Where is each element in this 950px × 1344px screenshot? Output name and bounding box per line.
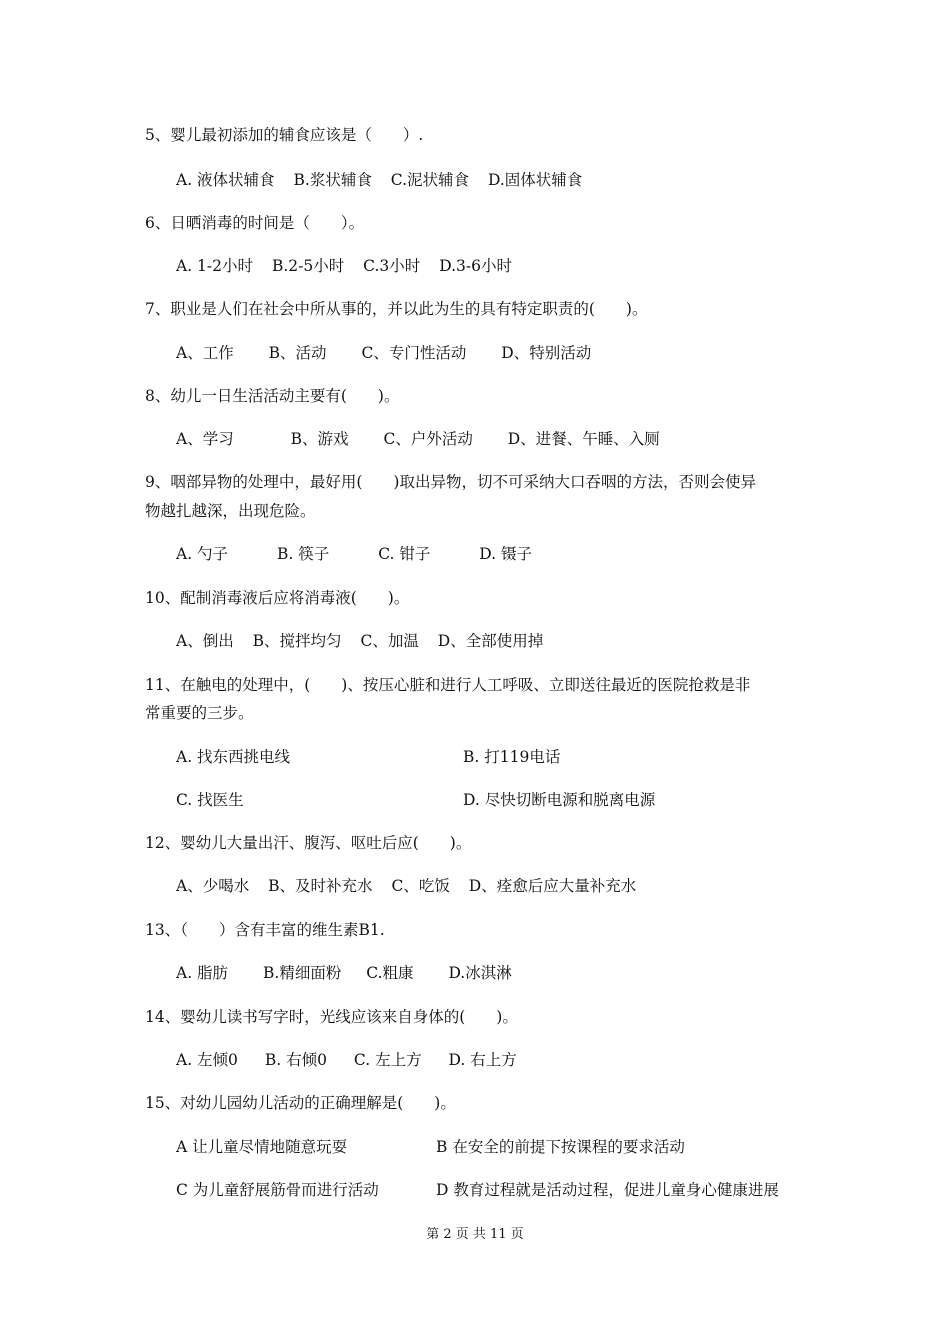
option-a: A. 液体状辅食 [176,171,275,189]
option-c: C.粗康 [366,964,414,982]
option-c: C.泥状辅食 [390,171,470,189]
question-9-stem-line-2: 物越扎越深，出现危险。 [145,502,316,520]
question-12-options [176,879,650,895]
question-5-stem: 5、婴儿最初添加的辅食应该是（ ）. [145,126,424,144]
question-6-options [176,259,526,275]
option-a: A、工作 [176,344,234,362]
option-a: A、学习 [176,430,234,448]
option-c: C、户外活动 [383,430,473,448]
option-d: D.3-6小时 [439,257,512,275]
question-11-stem-line-2: 常重要的三步。 [145,704,254,722]
option-c: C. 左上方 [353,1051,422,1069]
option-b: B. 筷子 [277,545,330,563]
option-a: A. 1-2小时 [176,257,254,275]
question-10-options [176,634,557,650]
option-b: B 在安全的前提下按课程的要求活动 [436,1138,685,1156]
option-a: A 让儿童尽情地随意玩耍 [176,1138,348,1156]
page-number-footer: 第 2 页 共 11 页 [426,1227,524,1242]
question-10-stem: 10、配制消毒液后应将消毒液( )。 [145,589,410,607]
option-b: B.精细面粉 [263,964,342,982]
question-13-options [176,966,526,982]
option-b: B、及时补充水 [268,877,373,895]
question-15-stem: 15、对幼儿园幼儿活动的正确理解是( )。 [145,1094,456,1112]
option-d: D 教育过程就是活动过程，促进儿童身心健康进展 [436,1181,779,1199]
option-d: D、全部使用掉 [437,632,544,650]
option-b: B.2-5小时 [271,257,345,275]
question-8-stem: 8、幼儿一日生活活动主要有( )。 [145,387,400,405]
option-c: C、专门性活动 [361,344,467,362]
option-b: B、游戏 [290,430,349,448]
question-8-options [176,432,674,448]
question-6-stem: 6、日晒消毒的时间是（ ）。 [145,214,365,232]
question-14-stem: 14、婴幼儿读书写字时，光线应该来自身体的( )。 [145,1008,518,1026]
option-c: C、加温 [360,632,419,650]
question-7-stem: 7、职业是人们在社会中所从事的，并以此为生的具有特定职责的( )。 [145,300,648,318]
question-13-stem: 13、（ ）含有丰富的维生素B1. [145,921,385,939]
option-c: C. 找医生 [176,791,244,809]
option-a: A. 勺子 [176,545,229,563]
option-b: B、活动 [268,344,327,362]
option-b: B. 右倾0 [264,1051,327,1069]
option-a: A、少喝水 [176,877,250,895]
option-d: D.冰淇淋 [448,964,512,982]
option-c: C 为儿童舒展筋骨而进行活动 [176,1181,379,1199]
question-9-options [176,547,546,563]
option-d: D. 尽快切断电源和脱离电源 [463,791,656,809]
option-d: D、痊愈后应大量补充水 [468,877,637,895]
question-12-stem: 12、婴幼儿大量出汗、腹泻、呕吐后应( )。 [145,834,472,852]
question-5-options [176,173,596,189]
question-7-options [176,346,605,362]
option-d: D、进餐、午睡、入厕 [507,430,660,448]
option-d: D. 镊子 [479,545,533,563]
option-b: B、搅拌均匀 [252,632,342,650]
option-a: A. 左倾0 [176,1051,238,1069]
option-a: A. 脂肪 [176,964,229,982]
option-a: A、倒出 [176,632,234,650]
option-b: B. 打119电话 [463,748,561,766]
option-d: D.固体状辅食 [487,171,583,189]
option-a: A. 找东西挑电线 [176,748,291,766]
option-c: C.3小时 [363,257,421,275]
question-9-stem-line-1: 9、咽部异物的处理中，最好用( )取出异物，切不可采纳大口吞咽的方法，否则会使异 [145,473,756,491]
option-c: C. 钳子 [378,545,431,563]
option-b: B.浆状辅食 [293,171,372,189]
option-c: C、吃饭 [391,877,450,895]
question-11-stem-line-1: 11、在触电的处理中，( )、按压心脏和进行人工呼吸、立即送往最近的医院抢救是非 [145,676,751,694]
option-d: D. 右上方 [448,1051,517,1069]
option-d: D、特别活动 [501,344,592,362]
question-14-options [176,1053,531,1069]
